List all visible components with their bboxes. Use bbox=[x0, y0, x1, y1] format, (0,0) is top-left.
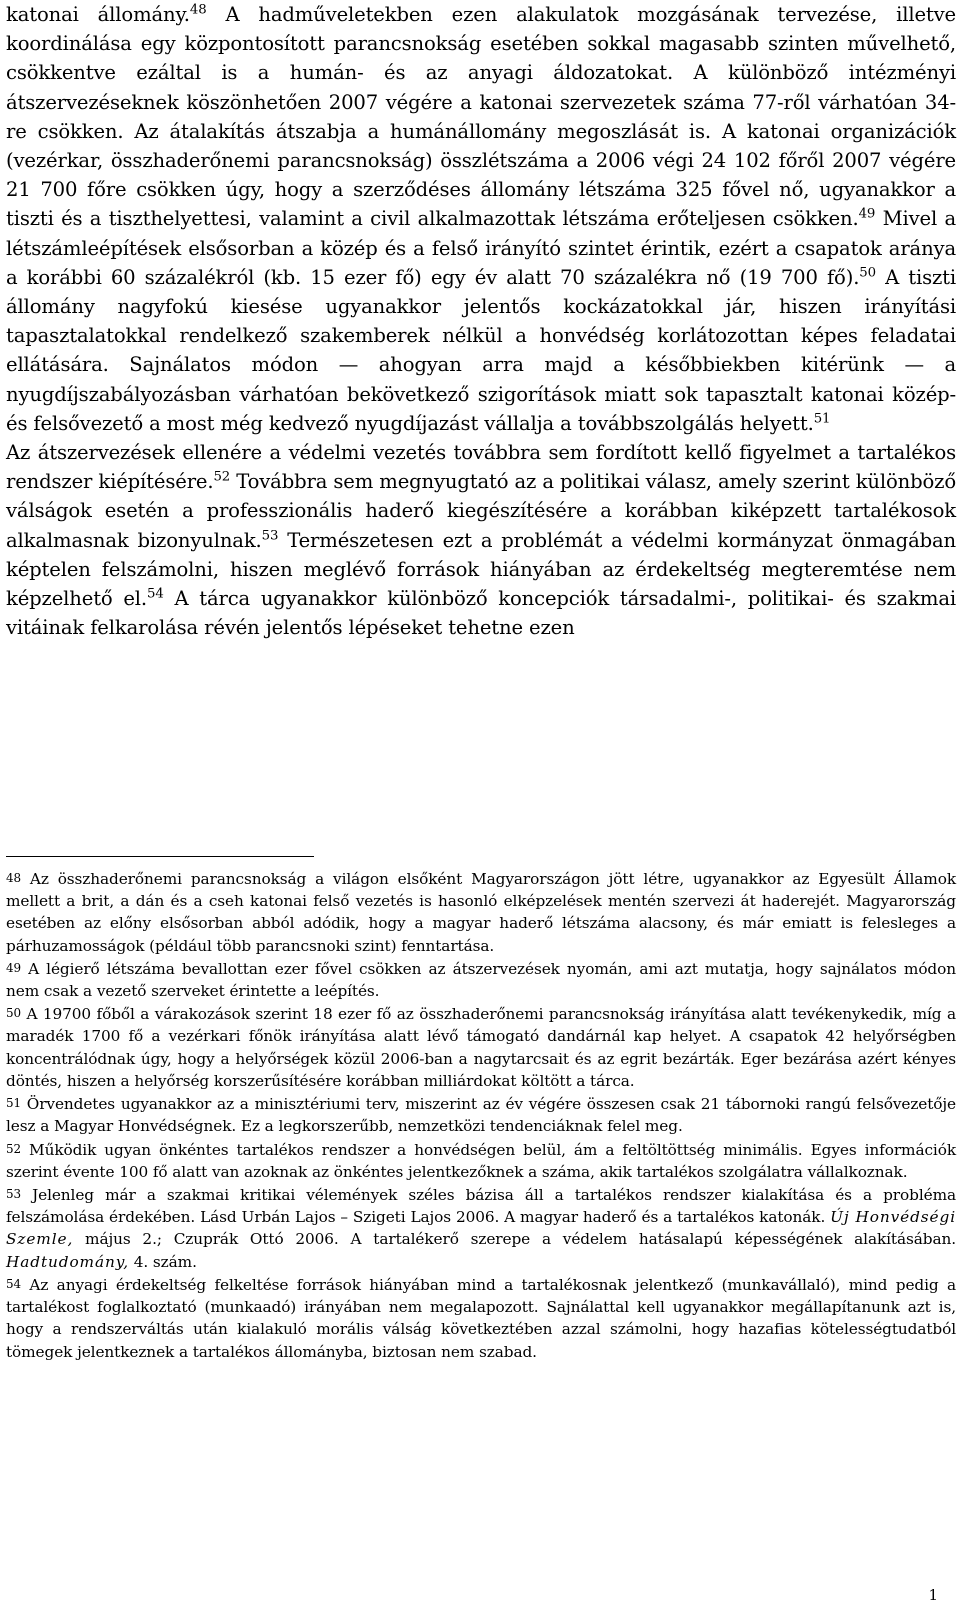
footnote-text: 4. szám. bbox=[129, 1252, 197, 1271]
footnote-text: Az összhaderőnemi parancsnokság a világon elsőként Magyarországon jött létre, ugyanakkor az Egyesült Államok mellett a brit, a dán és a cseh katonai felső vezetés is hasonló elképzelések mentén szervezi át haderejét. Magyarország esetében az előny elsősorban abból adódik, hogy a magyar haderő létszáma alacsony, és már emiatt is felesleges a párhuzamosságok (például több parancsnoki szint) fenntartása. bbox=[6, 869, 956, 955]
footnote-54 bbox=[6, 1273, 956, 1363]
footnote-ref-51[interactable]: 51 bbox=[813, 411, 831, 427]
journal-title: Hadtudomány, bbox=[6, 1252, 130, 1271]
footnote-ref-54[interactable]: 54 bbox=[147, 586, 164, 602]
footnote-ref-49[interactable]: 49 bbox=[858, 207, 876, 223]
text-run: Továbbra sem megnyugtató az a politikai válasz, amely szerint különböző válságok esetén a professzionális haderő kiegészítésére a korábban kiképzett tartalékosok alkalmasnak bizonyulnak. bbox=[6, 470, 956, 552]
footnote-number: 48 bbox=[6, 871, 21, 885]
paragraph-2 bbox=[6, 438, 956, 642]
footnote-number: 51 bbox=[6, 1096, 21, 1111]
footnote-ref-48[interactable]: 48 bbox=[189, 2, 207, 18]
footnote-50 bbox=[6, 1002, 956, 1092]
text-run: Természetesen ezt a problémát a védelmi kormányzat önmagában képtelen felszámolni, hiszen meglévő források hiányában az érdekeltség megteremtése nem képzelhető el. bbox=[6, 528, 957, 611]
text-run: Az átszervezések ellenére a védelmi vezetés továbbra sem fordított kellő figyelmet a tartalékos rendszer kiépítésére. bbox=[6, 441, 956, 494]
text-run: A tiszti állomány nagyfokú kiesése ugyanakkor jelentős kockázatokkal jár, hiszen irányítási tapasztalatokkal rendelkező szakemberek nélkül a honvédség korlátozottan képes feladatai ellátására. Sajnálatos módon — ahogyan arra majd a későbbiekben kitérünk — a nyugdíjszabályozásban várhatóan bekövetkező szigorítások miatt sok tapasztalt katonai közép- és felsővezető a most még kedvező nyugdíjazást vállalja a továbbszolgálás helyett. bbox=[6, 265, 956, 435]
main-text bbox=[6, 0, 956, 642]
footnote-ref-53[interactable]: 53 bbox=[261, 528, 279, 544]
journal-title: Új Honvédségi Szemle, bbox=[6, 1208, 956, 1249]
footnote-text: Működik ugyan önkéntes tartalékos rendszer a honvédségen belül, ám a feltöltöttség minimális. Egyes információk szerint évente 100 fő alatt van azoknak az önkéntes jelentkezőknek a száma, akik tartalékos szolgálatra vállalkoznak. bbox=[6, 1140, 956, 1181]
footnote-number: 49 bbox=[6, 960, 21, 975]
footnotes bbox=[6, 867, 956, 1363]
footnote-text: Az anyagi érdekeltség felkeltése források hiányában mind a tartalékosnak jelentkező (munkavállaló), mind pedig a tartalékost foglalkoztató (munkaadó) irányában nem megalapozott. Sajnálattal kell ugyanakkor megállapítanunk azt is, hogy a rendszerváltás után kialakuló morális válság következtében azzal számolni, hogy hazafias kötelességtudatból tömegek jelentkeznek a tartalékos állományba, biztosan nem szabad. bbox=[6, 1275, 956, 1361]
footnote-48 bbox=[6, 867, 956, 957]
footnote-ref-52[interactable]: 52 bbox=[213, 469, 231, 485]
footnote-52 bbox=[6, 1138, 956, 1183]
text-run: A hadműveletekben ezen alakulatok mozgásának tervezése, illetve koordinálása egy központosított parancsnokság esetében sokkal magasabb szinten művelhető, csökkentve ezáltal is a humán- és az anyagi áldozatokat. A különböző intézményi átszervezéseknek köszönhetően 2007 végére a katonai szervezetek száma 77-ről várhatóan 34-re csökken. Az átalakítás átszabja a humánállomány megoszlását is. A katonai organizációk (vezérkar, összhaderőnemi parancsnokság) összlétszáma a 2006 végi 24 102 főről 2007 végére 21 700 főre csökken úgy, hogy a szerződéses állomány létszáma 325 fővel nő, ugyanakkor a tiszti és a tiszthelyettesi, valamint a civil alkalmazottak létszáma erőteljesen csökken. bbox=[6, 3, 956, 231]
footnote-text: A 19700 főből a várakozások szerint 18 ezer fő az összhaderőnemi parancsnokság irányítása alatt tevékenykedik, míg a maradék 1700 fő a vezérkari főnök irányítása alatt lévő támogató dandárnál kap helyet. A csapatok 42 helyőrségben koncentrálódnak úgy, hogy a helyőrségek közül 2006-ban a nagytarcsait és az egrit bezárták. Eger bezárása azért kényes döntés, hiszen a helyőrség korszerűsítésére korábban milliárdokat költött a tárca. bbox=[6, 1005, 956, 1091]
footnote-text: május 2.; Czuprák Ottó 2006. A tartalékerő szerepe a védelem hatásalapú képességének alakításában. bbox=[73, 1230, 956, 1249]
page-number: 1 bbox=[928, 1586, 938, 1604]
paragraph-1 bbox=[6, 0, 956, 438]
text-run: katonai állomány. bbox=[6, 3, 190, 26]
footnote-text: Örvendetes ugyanakkor az a minisztériumi terv, miszerint az év végére összesen csak 21 tábornoki rangú felsővezetője lesz a Magyar Honvédségnek. Ez a legkorszerűbb, nemzetközi tendenciáknak felel meg. bbox=[6, 1095, 956, 1136]
footnote-number: 54 bbox=[6, 1277, 21, 1292]
footnote-49 bbox=[6, 957, 956, 1002]
footnote-text: A légierő létszáma bevallottan ezer fővel csökken az átszervezések nyomán, ami azt mutatja, hogy sajnálatos módon nem csak a vezető szerveket érintette a leépítés. bbox=[6, 959, 956, 1001]
footnote-text: Jelenleg már a szakmai kritikai vélemények széles bázisa áll a tartalékos rendszer kialakítása és a probléma felszámolása érdekében. Lásd Urbán Lajos – Szigeti Lajos 2006. A magyar haderő és a tartalékos katonák. bbox=[6, 1185, 956, 1227]
footnote-number: 52 bbox=[6, 1141, 21, 1156]
footnote-number: 53 bbox=[6, 1187, 21, 1202]
footnote-ref-50[interactable]: 50 bbox=[859, 265, 876, 281]
footnote-separator bbox=[6, 856, 314, 857]
footnote-53 bbox=[6, 1183, 956, 1273]
footnote-number: 50 bbox=[6, 1006, 21, 1021]
text-run: A tárca ugyanakkor különböző koncepciók társadalmi-, politikai- és szakmai vitáinak felkarolása révén jelentős lépéseket tehetne ezen bbox=[6, 587, 956, 640]
text-run: Mivel a létszámleépítések elsősorban a közép és a felső irányító szintet érintik, ezért a csapatok aránya a korábbi 60 százalékról (kb. 15 ezer fő) egy év alatt 70 százalékra nő (19 700 fő). bbox=[6, 207, 956, 289]
footnote-51 bbox=[6, 1092, 956, 1137]
